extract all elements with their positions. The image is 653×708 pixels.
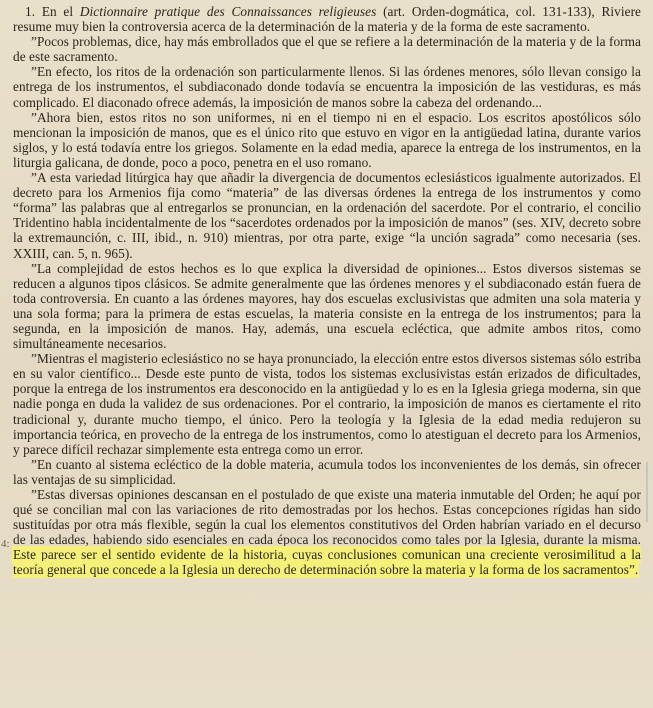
paragraph-5: ”A esta variedad litúrgica hay que añadir la divergencia de documentos eclesiásticos igualmente autorizados. El decreto para los Armenios fija como “materia” de las diversas órdenes la entrega de los instrumentos y como “forma” las palabras que al entregarlos se pronuncian, en la ordenación del sacerdote. Por el contrario, el concilio Tridentino habla incidentalmente de los “sacerdotes ordenados por la imposición de manos” (ses. XIV, decreto sobre la extremaunción, c. III, ibid., n. 910) mientras, por otra parte, exige “la unción sagrada” como necesaria (ses. XXIII, can. 5, n. 965).	[13, 170, 641, 261]
footnote-number: 1. En el	[25, 4, 74, 19]
paragraph-9	[13, 487, 641, 578]
paragraph-3: ”En efecto, los ritos de la ordenación son particularmente llenos. Si las órdenes menores, sólo llevan consigo la entrega de los instrumentos, el subdiaconado donde todavía se encuentra la imposición de las vestiduras, es más complicado. El diaconado ofrece además, la imposición de manos sobre la cabeza del ordenando...	[13, 64, 641, 110]
paragraph-4: ”Ahora bien, estos ritos no son uniformes, ni en el tiempo ni en el espacio. Los escritos apostólicos sólo mencionan la imposición de manos, que es el único rito que estuvo en vigor en la antigüedad latina, durante varios siglos, y lo está todavía entre los griegos. Solamente en la edad media, aparece la entrega de los instrumentos, en la liturgia galicana, de donde, poco a poco, penetra en el uso romano.	[13, 109, 641, 170]
paragraph-9-text: ”Estas diversas opiniones descansan en el postulado de que existe una materia inmutable del Orden; he aquí por qué se concilian mal con las variaciones de rito demostradas por los hechos. Estas concepciones rígidas han sido sustituídas por otra más flexible, según la cual los elementos constitutivos del Orden habrían variado en el decurso de las edades, habiendo sido esenciales en cada época los reconocidos como tales por la Iglesia, durante la misma.	[13, 487, 641, 548]
paragraph-1	[13, 4, 641, 34]
paragraph-8: ”En cuanto al sistema ecléctico de la doble materia, acumula todos los inconvenientes de los demás, sin ofrecer las ventajas de su simplicidad.	[13, 456, 641, 487]
margin-annotation: 4:	[1, 538, 10, 550]
pen-mark	[646, 462, 648, 522]
dictionary-title: Dictionnaire pratique des Connaissances religieuses	[79, 4, 377, 19]
paragraph-7: ”Mientras el magisterio eclesiástico no se haya pronunciado, la elección entre estos diversos sistemas sólo estriba en su valor científico... Desde este punto de vista, todos los sistemas exclusivistas están erizados de dificultades, porque la entrega de los instrumentos era desconocido en la antigüedad y lo es en la Iglesia griega moderna, sin que nadie ponga en duda la validez de sus ordenaciones. Por el contrario, la imposición de manos es ciertamente el rito tradicional y, durante mucho tiempo, el único. Pero la teología y la Iglesia de la edad media redujeron su importancia teórica, en provecho de la entrega de los instrumentos, como lo atestiguan el decreto para los Armenios, y parece difícil rechazar simplemente esta entrega como un error.	[13, 351, 641, 457]
highlighted-passage: Este parece ser el sentido evidente de la historia, cuyas conclusiones comunican una creciente verosimilitud a la teoría general que concede a la Iglesia un derecho de determinación sobre la materia y la forma de los sacramentos”.	[13, 547, 641, 578]
paragraph-2: ”Pocos problemas, dice, hay más embrollados que el que se refiere a la determinación de la materia y de la forma de este sacramento.	[13, 34, 641, 65]
paragraph-6: ”La complejidad de estos hechos es lo que explica la diversidad de opiniones... Estos diversos sistemas se reducen a algunos tipos clásicos. Se admite generalmente que las órdenes menores y el subdiaconado están fuera de toda controversia. En cuanto a las órdenes mayores, hay dos escuelas exclusivistas que admiten una sola materia y una sola forma; para la primera de estas escuelas, la materia consiste en la entrega de los instrumentos; para la segunda, en la imposición de manos. Hay, además, una escuela ecléctica, que admite ambos ritos, como simultáneamente necesarios.	[13, 260, 641, 352]
paragraph-1-text: (art. Orden-dogmática, col. 131-133), Riviere resume muy bien la controversia acerca de la determinación de la materia y de la forma de este sacramento.	[13, 4, 642, 35]
